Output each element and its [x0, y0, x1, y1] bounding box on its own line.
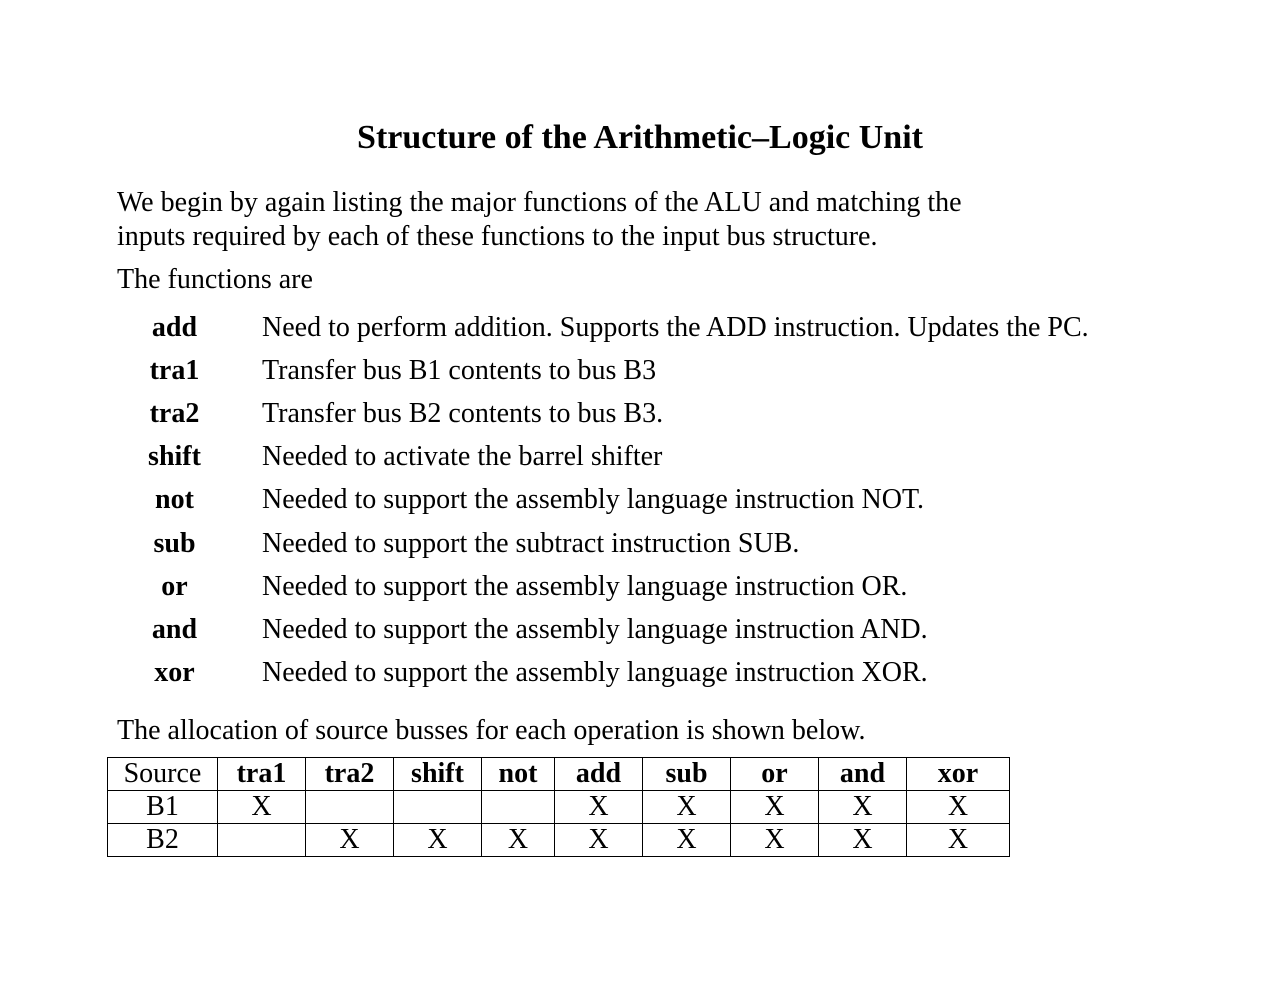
- table-cell: X: [907, 824, 1010, 857]
- function-description: Needed to support the assembly language instruction XOR.: [262, 657, 928, 689]
- column-header-sub: sub: [643, 758, 731, 791]
- table-cell: [394, 791, 482, 824]
- intro-line-2: inputs required by each of these functions to the input bus structure.: [117, 221, 878, 252]
- function-name: add: [151, 311, 198, 343]
- table-cell: X: [907, 791, 1010, 824]
- function-name: or: [161, 570, 188, 602]
- function-list: [117, 306, 1217, 695]
- table-cell: [482, 791, 555, 824]
- table-cell: X: [555, 824, 643, 857]
- table-cell: X: [394, 824, 482, 857]
- function-name: tra2: [149, 397, 200, 429]
- column-header-tra1: tra1: [218, 758, 306, 791]
- column-header-source: Source: [108, 758, 218, 791]
- function-description: Needed to support the assembly language instruction OR.: [262, 570, 908, 602]
- row-label-b2: B2: [108, 824, 218, 857]
- table-cell: X: [555, 791, 643, 824]
- function-row-sub: [117, 522, 1217, 565]
- table-row: [108, 824, 1010, 857]
- table-cell: X: [819, 824, 907, 857]
- column-header-not: not: [482, 758, 555, 791]
- intro-paragraph: [117, 186, 1077, 254]
- table-row: [108, 791, 1010, 824]
- function-description: Needed to support the subtract instruction SUB.: [262, 527, 800, 559]
- table-cell: X: [819, 791, 907, 824]
- function-name: tra1: [149, 354, 200, 386]
- allocation-lead-text: The allocation of source busses for each operation is shown below.: [117, 715, 866, 746]
- intro-line-1: We begin by again listing the major functions of the ALU and matching the: [117, 187, 962, 218]
- function-row-or: [117, 565, 1217, 608]
- function-row-and: [117, 608, 1217, 651]
- table-cell: X: [643, 791, 731, 824]
- function-row-tra2: [117, 392, 1217, 435]
- function-row-tra1: [117, 349, 1217, 392]
- table-cell: X: [306, 824, 394, 857]
- functions-lead-text: The functions are: [117, 264, 313, 295]
- row-label-b1: B1: [108, 791, 218, 824]
- column-header-shift: shift: [394, 758, 482, 791]
- function-row-not: [117, 479, 1217, 522]
- table-header-row: [108, 758, 1010, 791]
- table-cell: X: [731, 824, 819, 857]
- function-row-xor: [117, 652, 1217, 695]
- function-description: Transfer bus B2 contents to bus B3.: [262, 397, 664, 429]
- function-description: Need to perform addition. Supports the ADD instruction. Updates the PC.: [262, 311, 1089, 343]
- page-title: Structure of the Arithmetic–Logic Unit: [357, 119, 923, 156]
- bus-allocation-table: [107, 757, 1010, 857]
- function-row-shift: [117, 436, 1217, 479]
- table-cell: [218, 824, 306, 857]
- function-description: Needed to activate the barrel shifter: [262, 441, 663, 473]
- function-description: Needed to support the assembly language instruction NOT.: [262, 484, 924, 516]
- table-cell: X: [731, 791, 819, 824]
- function-name: not: [155, 484, 194, 516]
- table-cell: X: [218, 791, 306, 824]
- table-cell: X: [482, 824, 555, 857]
- function-description: Needed to support the assembly language instruction AND.: [262, 613, 928, 645]
- function-name: xor: [154, 657, 195, 689]
- table-cell: [306, 791, 394, 824]
- function-name: shift: [148, 441, 201, 473]
- function-row-add: [117, 306, 1217, 349]
- function-description: Transfer bus B1 contents to bus B3: [262, 354, 657, 386]
- column-header-tra2: tra2: [306, 758, 394, 791]
- function-name: sub: [153, 527, 196, 559]
- column-header-and: and: [819, 758, 907, 791]
- column-header-add: add: [555, 758, 643, 791]
- table-cell: X: [643, 824, 731, 857]
- column-header-xor: xor: [907, 758, 1010, 791]
- column-header-or: or: [731, 758, 819, 791]
- function-name: and: [151, 613, 198, 645]
